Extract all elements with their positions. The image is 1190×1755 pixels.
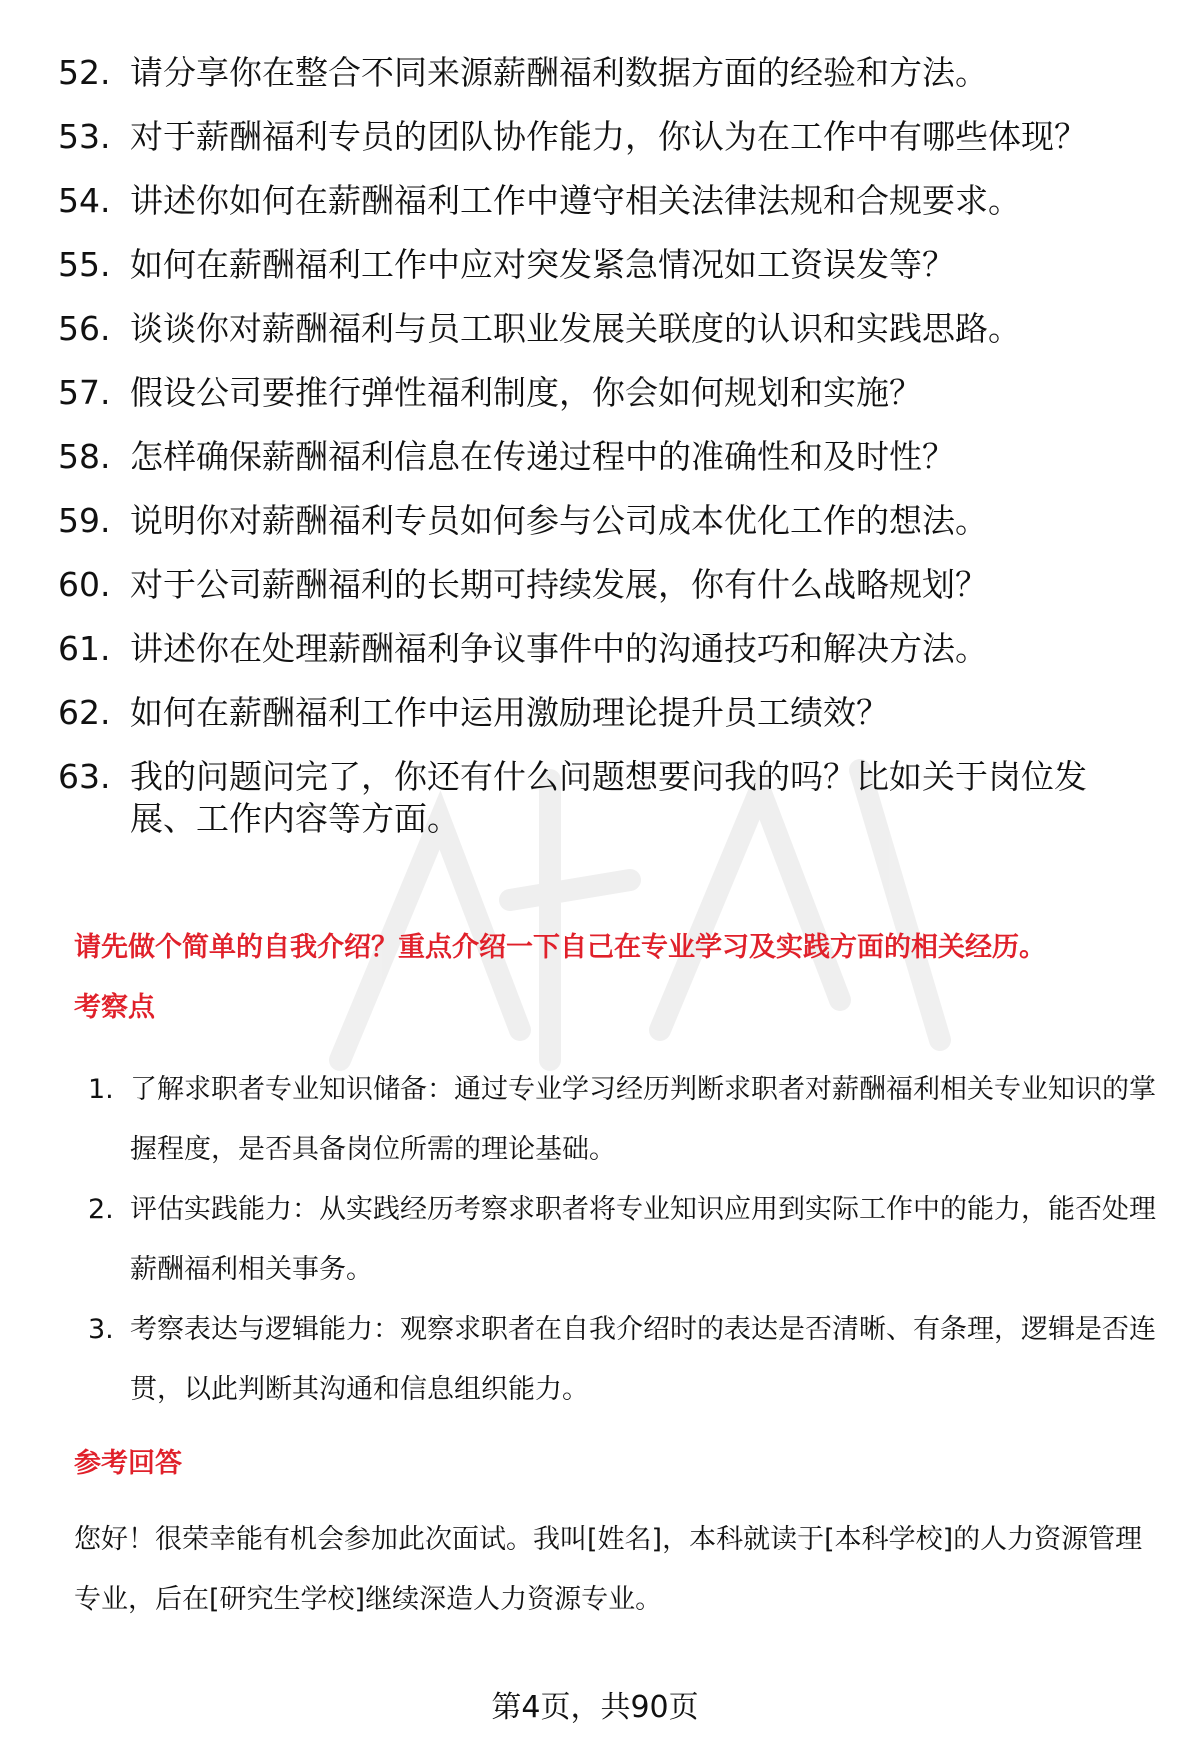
question-text: 对于薪酬福利专员的团队协作能力，你认为在工作中有哪些体现？ (130, 117, 1087, 156)
point-text: 考察表达与逻辑能力：观察求职者在自我介绍时的表达是否清晰、有条理，逻辑是否连贯，以此判断其沟通和信息组织能力。 (130, 1314, 1156, 1405)
question-text: 如何在薪酬福利工作中应对突发紧急情况如工资误发等？ (130, 245, 955, 284)
key-points-list (88, 1060, 1158, 1420)
question-text: 谈谈你对薪酬福利与员工职业发展关联度的认识和实践思路。 (130, 309, 1021, 348)
question-number: 59. (58, 501, 111, 540)
question-number: 62. (58, 693, 111, 732)
question-number: 55. (58, 245, 111, 284)
key-points-label: 考察点 (74, 992, 155, 1023)
list-item (58, 308, 1148, 350)
question-text: 怎样确保薪酬福利信息在传递过程中的准确性和及时性？ (130, 437, 955, 476)
list-item (58, 180, 1148, 222)
list-item (58, 692, 1148, 734)
question-number: 60. (58, 565, 111, 604)
highlight-question: 请先做个简单的自我介绍？重点介绍一下自己在专业学习及实践方面的相关经历。 (74, 932, 1046, 963)
question-number: 58. (58, 437, 111, 476)
list-item (58, 564, 1148, 606)
list-item (88, 1300, 1158, 1420)
question-text: 讲述你在处理薪酬福利争议事件中的沟通技巧和解决方法。 (130, 629, 988, 668)
point-number: 3. (88, 1314, 114, 1345)
question-text: 请分享你在整合不同来源薪酬福利数据方面的经验和方法。 (130, 53, 988, 92)
question-number: 54. (58, 181, 111, 220)
question-text: 讲述你如何在薪酬福利工作中遵守相关法律法规和合规要求。 (130, 181, 1021, 220)
list-item (58, 372, 1148, 414)
question-number: 57. (58, 373, 111, 412)
list-item (58, 52, 1148, 94)
list-item (58, 500, 1148, 542)
question-number: 53. (58, 117, 111, 156)
list-item (58, 756, 1148, 840)
point-number: 1. (88, 1074, 114, 1105)
list-item (58, 116, 1148, 158)
list-item (88, 1060, 1158, 1180)
question-text: 假设公司要推行弹性福利制度，你会如何规划和实施？ (130, 373, 922, 412)
question-text: 我的问题问完了，你还有什么问题想要问我的吗？比如关于岗位发展、工作内容等方面。 (130, 757, 1087, 838)
point-text: 了解求职者专业知识储备：通过专业学习经历判断求职者对薪酬福利相关专业知识的掌握程度，是否具备岗位所需的理论基础。 (130, 1074, 1156, 1165)
list-item (58, 244, 1148, 286)
question-text: 说明你对薪酬福利专员如何参与公司成本优化工作的想法。 (130, 501, 988, 540)
question-text: 对于公司薪酬福利的长期可持续发展，你有什么战略规划？ (130, 565, 988, 604)
list-item (58, 436, 1148, 478)
question-number: 61. (58, 629, 111, 668)
question-text: 如何在薪酬福利工作中运用激励理论提升员工绩效？ (130, 693, 889, 732)
list-item (58, 628, 1148, 670)
question-list (58, 52, 1148, 862)
list-item (88, 1180, 1158, 1300)
question-number: 52. (58, 53, 111, 92)
answer-label: 参考回答 (74, 1448, 182, 1479)
page-footer: 第4页，共90页 (491, 1690, 699, 1725)
answer-text: 您好！很荣幸能有机会参加此次面试。我叫[姓名]，本科就读于[本科学校]的人力资源管理专业，后在[研究生学校]继续深造人力资源专业。 (74, 1524, 1143, 1615)
question-number: 56. (58, 309, 111, 348)
point-number: 2. (88, 1194, 114, 1225)
question-number: 63. (58, 757, 111, 796)
point-text: 评估实践能力：从实践经历考察求职者将专业知识应用到实际工作中的能力，能否处理薪酬福利相关事务。 (130, 1194, 1156, 1285)
